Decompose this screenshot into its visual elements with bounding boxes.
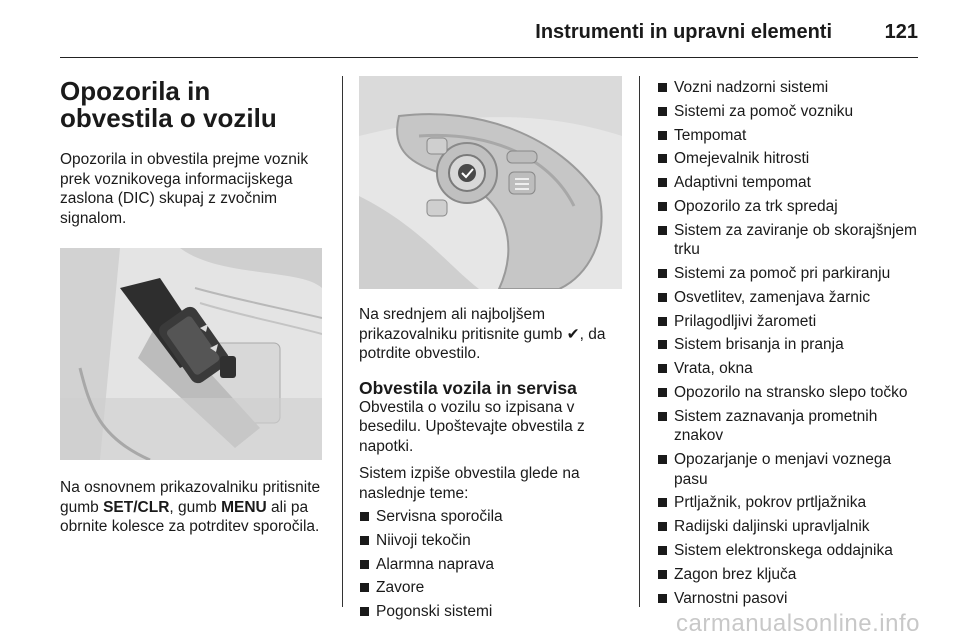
list-item: Zagon brez ključa [657, 565, 925, 585]
list-item: Opozorilo na stransko slepo točko [657, 383, 925, 403]
list-item: Prtljažnik, pokrov prtljažnika [657, 493, 925, 513]
list-item: Sistem za zaviranje ob skorajšnjem trku [657, 221, 925, 260]
check-mark-icon: ✔ [566, 324, 580, 343]
list-item: Sistemi za pomoč pri parkiranju [657, 264, 925, 284]
list-item: Zavore [359, 578, 625, 598]
paragraph-topics: Sistem izpiše obvestila glede na naslednje teme: [359, 465, 580, 502]
header-rule [60, 57, 918, 58]
list-item: Opozarjanje o menjavi voznega pasu [657, 450, 925, 489]
list-item: Pogonski sistemi [359, 602, 625, 622]
list-item: Sistem brisanja in pranja [657, 335, 925, 355]
list-item: Servisna sporočila [359, 507, 625, 527]
subsection-heading: Obvestila vozila in servisa [359, 377, 577, 398]
topic-list-1 [359, 507, 625, 622]
menu-button-label: MENU [221, 498, 267, 516]
list-item: Radijski daljinski upravljalnik [657, 517, 925, 537]
list-item: Prilagodljivi žarometi [657, 312, 925, 332]
watermark: carmanualsonline.info [676, 610, 920, 637]
turn-signal-lever-photo [60, 248, 322, 460]
list-item: Tempomat [657, 126, 925, 146]
running-header-title: Instrumenti in upravni elementi [535, 21, 832, 43]
topic-list-2 [657, 78, 925, 608]
list-item: Alarmna naprava [359, 555, 625, 575]
list-item: Niivoji tekočin [359, 531, 625, 551]
list-item: Osvetlitev, zamenjava žarnic [657, 288, 925, 308]
column-1 [60, 76, 326, 537]
paragraph-vehicle-messages: Obvestila o vozilu so izpisana v besedilu. Upoštevajte obvestila z napotki. [359, 398, 585, 455]
column-divider-2 [639, 76, 640, 607]
page-number: 121 [884, 21, 918, 43]
list-item: Sistem elektronskega oddajnika [657, 541, 925, 561]
list-item: Vozni nadzorni sistemi [657, 78, 925, 98]
list-item: Omejevalnik hitrosti [657, 149, 925, 169]
list-item: Sistem zaznavanja prometnih znakov [657, 407, 925, 446]
set-clr-button-label: SET/CLR [103, 498, 170, 516]
caption-1: Na osnovnem prikazovalniku pritisnite gumb SET/CLR, gumb MENU ali pa obrnite kolesce za potrditev sporočila. [60, 479, 321, 535]
steering-wheel-controls-photo [359, 76, 622, 289]
column-divider-1 [342, 76, 343, 607]
caption-2: Na srednjem ali najboljšem prikazovalniku pritisnite gumb ✔, da potrdite obvestilo. [359, 306, 606, 362]
list-item: Adaptivni tempomat [657, 173, 925, 193]
intro-paragraph: Opozorila in obvestila prejme voznik prek voznikovega informacijskega zaslona (DIC) skupaj z zvočnim signalom. [60, 151, 309, 227]
list-item: Varnostni pasovi [657, 589, 925, 609]
column-2 [359, 76, 625, 626]
list-item: Vrata, okna [657, 359, 925, 379]
list-item: Sistemi za pomoč vozniku [657, 102, 925, 122]
section-heading: Opozorila in obvestila o vozilu [60, 76, 277, 133]
column-3 [657, 76, 925, 612]
list-item: Opozorilo za trk spredaj [657, 197, 925, 217]
